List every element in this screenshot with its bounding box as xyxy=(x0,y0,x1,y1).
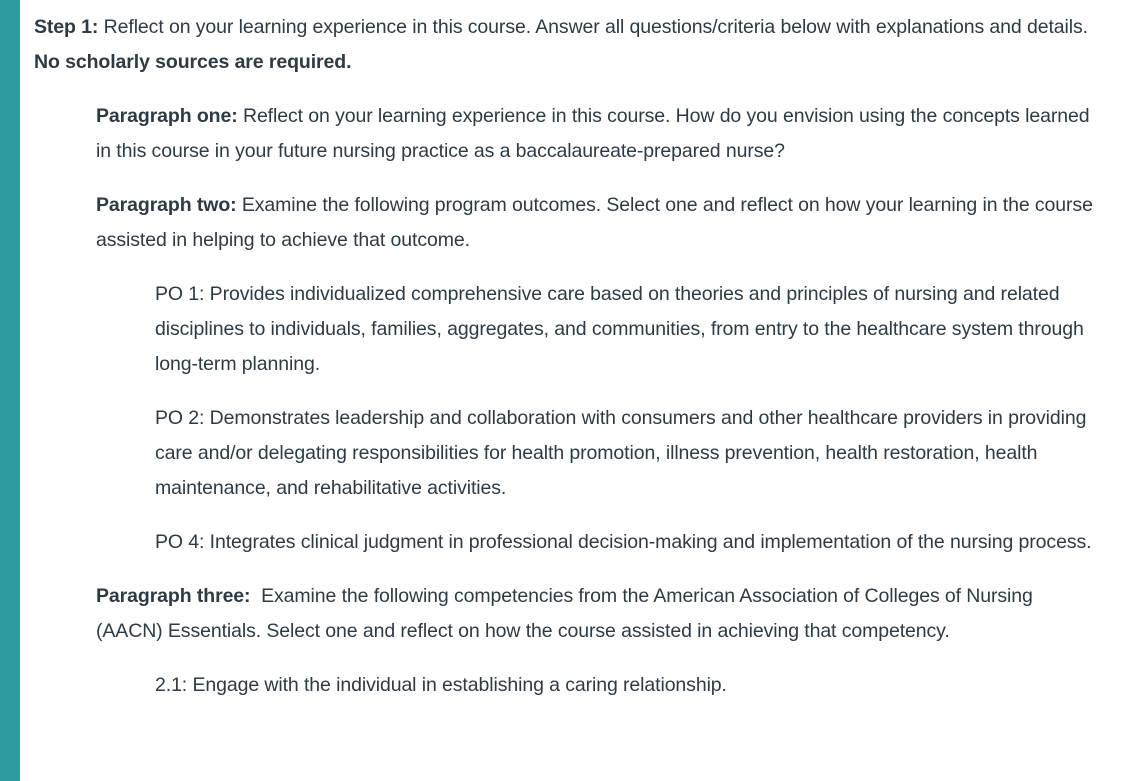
paragraph-three-text: Examine the following competencies from the American Association of Colleges of Nursing (AACN) Essentials. Select one and reflect on how the course assisted in achieving that competency. xyxy=(96,585,1033,642)
paragraph-two xyxy=(96,188,1102,258)
paragraph-two-text: Examine the following program outcomes. Select one and reflect on how your learning in the course assisted in helping to achieve that outcome. xyxy=(96,194,1093,251)
assignment-instructions xyxy=(34,10,1102,722)
step1-bold-note: No scholarly sources are required. xyxy=(34,51,352,73)
competency-2-1: 2.1: Engage with the individual in establishing a caring relationship. xyxy=(155,674,727,696)
paragraph-one-text: Reflect on your learning experience in this course. How do you envision using the concepts learned in this course in your future nursing practice as a baccalaureate-prepared nurse? xyxy=(96,105,1090,162)
program-outcome-4: PO 4: Integrates clinical judgment in professional decision-making and implementation of the nursing process. xyxy=(155,531,1092,553)
program-outcome-2: PO 2: Demonstrates leadership and collaboration with consumers and other healthcare providers in providing care and/or delegating responsibilities for health promotion, illness prevention, health restoration, health maintenance, and rehabilitative activities. xyxy=(155,407,1087,499)
program-outcome-1: PO 1: Provides individualized comprehensive care based on theories and principles of nursing and related disciplines to individuals, families, aggregates, and communities, from entry to the healthcare system through long-term planning. xyxy=(155,283,1084,375)
paragraph-three-label: Paragraph three: xyxy=(96,585,251,607)
step1-paragraph xyxy=(34,10,1102,80)
step1-label: Step 1: xyxy=(34,16,99,38)
paragraph-one xyxy=(96,99,1102,169)
paragraph-three xyxy=(96,579,1102,649)
paragraph-two-label: Paragraph two: xyxy=(96,194,237,216)
step1-text: Reflect on your learning experience in this course. Answer all questions/criteria below with explanations and details. xyxy=(98,16,1088,38)
paragraph-one-label: Paragraph one: xyxy=(96,105,238,127)
left-accent-bar xyxy=(0,0,20,781)
